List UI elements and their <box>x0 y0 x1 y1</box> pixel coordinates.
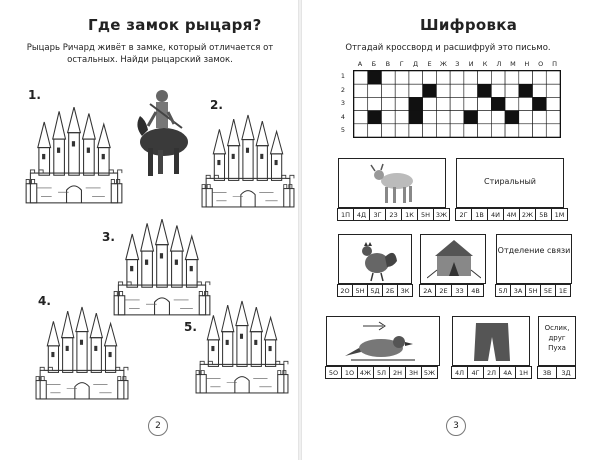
crossword-cell[interactable] <box>533 124 547 137</box>
code-cell[interactable]: 4Ж <box>357 366 374 379</box>
crossword-column-letter: Д <box>413 60 419 68</box>
crossword-cell[interactable] <box>450 111 464 124</box>
crossword-cell[interactable] <box>464 124 478 137</box>
crossword-cell[interactable] <box>505 111 519 124</box>
code-cell[interactable]: 1К <box>401 208 418 221</box>
crossword-grid[interactable] <box>353 70 561 138</box>
crossword-cell[interactable] <box>409 124 423 137</box>
crossword-cell[interactable] <box>450 71 464 84</box>
code-cell[interactable]: 1О <box>341 366 358 379</box>
crossword-cell[interactable] <box>354 111 368 124</box>
crossword-column-letter: В <box>385 60 391 68</box>
clue-text: Отделение связи <box>497 246 571 255</box>
crossword-cell[interactable] <box>436 111 450 124</box>
puzzle-clue-box <box>538 316 576 366</box>
crossword-cell[interactable] <box>354 124 368 137</box>
code-cell[interactable]: 1В <box>471 208 488 221</box>
crossword-column-letter: К <box>482 60 488 68</box>
crossword-cell[interactable] <box>491 71 505 84</box>
crossword-row-number: 2 <box>340 85 346 94</box>
castle-2-image[interactable] <box>200 108 296 214</box>
crossword-cell[interactable] <box>381 71 395 84</box>
code-cell[interactable]: 2Е <box>435 284 452 297</box>
crossword-cell[interactable] <box>546 84 560 97</box>
code-cell[interactable]: 3Н <box>405 366 422 379</box>
crossword-cell[interactable] <box>423 97 437 110</box>
crossword-cell[interactable] <box>478 71 492 84</box>
clue-text: Ослик, друг Пуха <box>544 324 570 352</box>
crossword-cell[interactable] <box>533 84 547 97</box>
crossword-cell[interactable] <box>533 71 547 84</box>
crossword-cell[interactable] <box>354 84 368 97</box>
bird-image <box>343 320 423 364</box>
crossword-cell[interactable] <box>436 71 450 84</box>
page-number: 2 <box>148 416 168 436</box>
code-cell[interactable]: 5Н <box>525 284 541 297</box>
page-title: Шифровка <box>420 16 518 34</box>
subtitle-line: остальных. Найди рыцарский замок. <box>67 55 233 65</box>
crossword-cell[interactable] <box>354 71 368 84</box>
crossword-cell[interactable] <box>519 71 533 84</box>
crossword-cell[interactable] <box>368 97 382 110</box>
puzzle-picture-box <box>452 316 530 366</box>
code-cell[interactable]: 2Б <box>382 284 398 297</box>
crossword-row-number: 1 <box>340 72 346 80</box>
crossword-column-letter: М <box>510 60 516 68</box>
code-cell[interactable]: 5В <box>535 208 552 221</box>
crossword-cell[interactable] <box>464 97 478 110</box>
crossword-column-letter: О <box>538 60 544 68</box>
crossword-cell[interactable] <box>546 97 560 110</box>
crossword-cell[interactable] <box>491 97 505 110</box>
book-spine <box>298 0 302 460</box>
crossword-cell[interactable] <box>395 84 409 97</box>
crossword-cell[interactable] <box>381 97 395 110</box>
crossword-cell[interactable] <box>464 111 478 124</box>
page-number: 3 <box>446 416 466 436</box>
crossword-cell[interactable] <box>368 111 382 124</box>
crossword-cell[interactable] <box>478 124 492 137</box>
crossword-cell[interactable] <box>395 124 409 137</box>
crossword-cell[interactable] <box>505 97 519 110</box>
code-cell[interactable]: 4А <box>499 366 516 379</box>
castle-number: 1. <box>28 88 41 102</box>
crossword-row-number: 5 <box>340 126 346 135</box>
code-cell[interactable]: 3В <box>537 366 557 379</box>
puzzle-picture-box <box>338 158 446 208</box>
shorts-image <box>472 321 512 363</box>
crossword-cell[interactable] <box>381 124 395 137</box>
code-cell[interactable]: 5Ж <box>421 366 438 379</box>
crossword-column-letter: Е <box>427 60 432 68</box>
crossword-cell[interactable] <box>368 124 382 137</box>
code-cell[interactable]: 1Н <box>515 366 532 379</box>
crossword-cell[interactable] <box>423 124 437 137</box>
crossword-cell[interactable] <box>505 124 519 137</box>
crossword-cell[interactable] <box>354 97 368 110</box>
puzzle-codes <box>326 366 438 379</box>
puzzle-codes <box>538 366 576 379</box>
crossword-cell[interactable] <box>478 97 492 110</box>
crossword-cell[interactable] <box>436 84 450 97</box>
puzzle-picture-box <box>326 316 440 366</box>
puzzle-codes <box>338 284 413 297</box>
crossword-row-number: 4 <box>340 112 346 121</box>
crossword-cell[interactable] <box>381 111 395 124</box>
crossword-cell[interactable] <box>478 111 492 124</box>
crossword-cell[interactable] <box>436 97 450 110</box>
crossword-column-letter: И <box>468 60 474 68</box>
page-title: Где замок рыцаря? <box>88 16 262 34</box>
code-cell[interactable]: 2О <box>337 284 353 297</box>
puzzle-clue-box <box>496 234 572 284</box>
crossword-cell[interactable] <box>395 71 409 84</box>
page-subtitle <box>14 42 286 66</box>
crossword-column-letter: Л <box>496 60 502 68</box>
crossword-cell[interactable] <box>423 111 437 124</box>
subtitle-line: Рыцарь Ричард живёт в замке, который отличается от <box>26 43 274 53</box>
crossword-cell[interactable] <box>368 84 382 97</box>
crossword-column-letter: Ж <box>439 60 447 68</box>
crossword-cell[interactable] <box>436 124 450 137</box>
puzzle-picture-box <box>338 234 412 284</box>
crossword-cell[interactable] <box>546 124 560 137</box>
crossword-cell[interactable] <box>505 84 519 97</box>
crossword-letter-header <box>338 60 563 70</box>
crossword-cell[interactable] <box>464 84 478 97</box>
code-cell[interactable]: 2З <box>385 208 402 221</box>
puzzle-codes <box>452 366 532 379</box>
crossword-cell[interactable] <box>409 84 423 97</box>
code-cell[interactable]: 2Г <box>455 208 472 221</box>
crossword-cell[interactable] <box>491 124 505 137</box>
castle-5-image[interactable] <box>194 294 290 400</box>
crossword-column-letter: А <box>357 60 363 68</box>
code-cell[interactable]: 5Н <box>352 284 368 297</box>
knight-on-horse-image <box>130 84 198 184</box>
crossword-column-letter: З <box>455 60 460 68</box>
code-cell[interactable]: 5Л <box>373 366 390 379</box>
code-cell[interactable]: 3Г <box>369 208 386 221</box>
code-cell[interactable]: 2Ж <box>519 208 536 221</box>
crossword-cell[interactable] <box>478 84 492 97</box>
crossword-cell[interactable] <box>450 97 464 110</box>
crossword-cell[interactable] <box>409 97 423 110</box>
code-cell[interactable]: 4В <box>467 284 484 297</box>
crossword-cell[interactable] <box>381 84 395 97</box>
crossword-cell[interactable] <box>533 111 547 124</box>
code-cell[interactable]: 5О <box>325 366 342 379</box>
crossword-cell[interactable] <box>409 71 423 84</box>
code-cell[interactable]: 4М <box>503 208 520 221</box>
code-cell[interactable]: 1П <box>337 208 354 221</box>
crossword-cell[interactable] <box>450 124 464 137</box>
code-cell[interactable]: 2А <box>419 284 436 297</box>
code-cell[interactable]: 5Л <box>495 284 511 297</box>
crossword-cell[interactable] <box>395 97 409 110</box>
code-cell[interactable]: 5Д <box>367 284 383 297</box>
crossword-cell[interactable] <box>450 84 464 97</box>
castle-number: 3. <box>102 230 115 244</box>
crossword-cell[interactable] <box>519 111 533 124</box>
circus-tent-image <box>427 238 481 282</box>
castle-number: 5. <box>184 320 197 334</box>
crossword-cell[interactable] <box>395 111 409 124</box>
crossword-cell[interactable] <box>505 71 519 84</box>
crossword-column-letter: Б <box>371 60 377 68</box>
code-cell[interactable]: 5Н <box>417 208 434 221</box>
crossword-cell[interactable] <box>533 97 547 110</box>
code-cell[interactable]: 3А <box>510 284 526 297</box>
goat-image <box>365 161 425 207</box>
code-cell[interactable]: 1М <box>551 208 568 221</box>
code-cell[interactable]: 2Н <box>389 366 406 379</box>
code-cell[interactable]: 2Л <box>483 366 500 379</box>
crossword-cell[interactable] <box>368 71 382 84</box>
puzzle-codes <box>456 208 568 221</box>
crossword-cell[interactable] <box>519 84 533 97</box>
crossword-cell[interactable] <box>491 111 505 124</box>
code-cell[interactable]: 3З <box>451 284 468 297</box>
puzzle-picture-box <box>420 234 486 284</box>
crossword-cell[interactable] <box>409 111 423 124</box>
castle-number: 2. <box>210 98 223 112</box>
code-cell[interactable]: 4Д <box>353 208 370 221</box>
code-cell[interactable]: 4Г <box>467 366 484 379</box>
code-cell[interactable]: 4И <box>487 208 504 221</box>
code-cell[interactable]: 3Д <box>556 366 576 379</box>
code-cell[interactable]: 5Е <box>540 284 556 297</box>
castle-number: 4. <box>38 294 51 308</box>
crossword-row-number: 3 <box>340 99 346 108</box>
crossword-cell[interactable] <box>546 71 560 84</box>
puzzle-clue-box <box>456 158 564 208</box>
crossword-column-letter: Г <box>399 60 404 68</box>
crossword-cell[interactable] <box>546 111 560 124</box>
crossword-cell[interactable] <box>519 124 533 137</box>
castle-1-image[interactable] <box>24 100 124 210</box>
code-cell[interactable]: 3К <box>397 284 413 297</box>
code-cell[interactable]: 1Е <box>555 284 571 297</box>
crossword-cell[interactable] <box>519 97 533 110</box>
crossword-cell[interactable] <box>464 71 478 84</box>
code-cell[interactable]: 3Ж <box>433 208 450 221</box>
code-cell[interactable]: 4Л <box>451 366 468 379</box>
page-subtitle: Отгадай кроссворд и расшифруй это письмо. <box>345 43 551 53</box>
puzzle-codes <box>338 208 450 221</box>
crossword-column-letter: П <box>552 60 558 68</box>
rooster-image <box>353 237 399 283</box>
clue-text: Стиральный <box>484 177 536 186</box>
crossword-cell[interactable] <box>423 71 437 84</box>
crossword-cell[interactable] <box>423 84 437 97</box>
crossword-cell[interactable] <box>491 84 505 97</box>
castle-4-image[interactable] <box>34 300 130 406</box>
puzzle-codes <box>420 284 484 297</box>
puzzle-codes <box>496 284 571 297</box>
crossword-column-letter: Н <box>524 60 530 68</box>
